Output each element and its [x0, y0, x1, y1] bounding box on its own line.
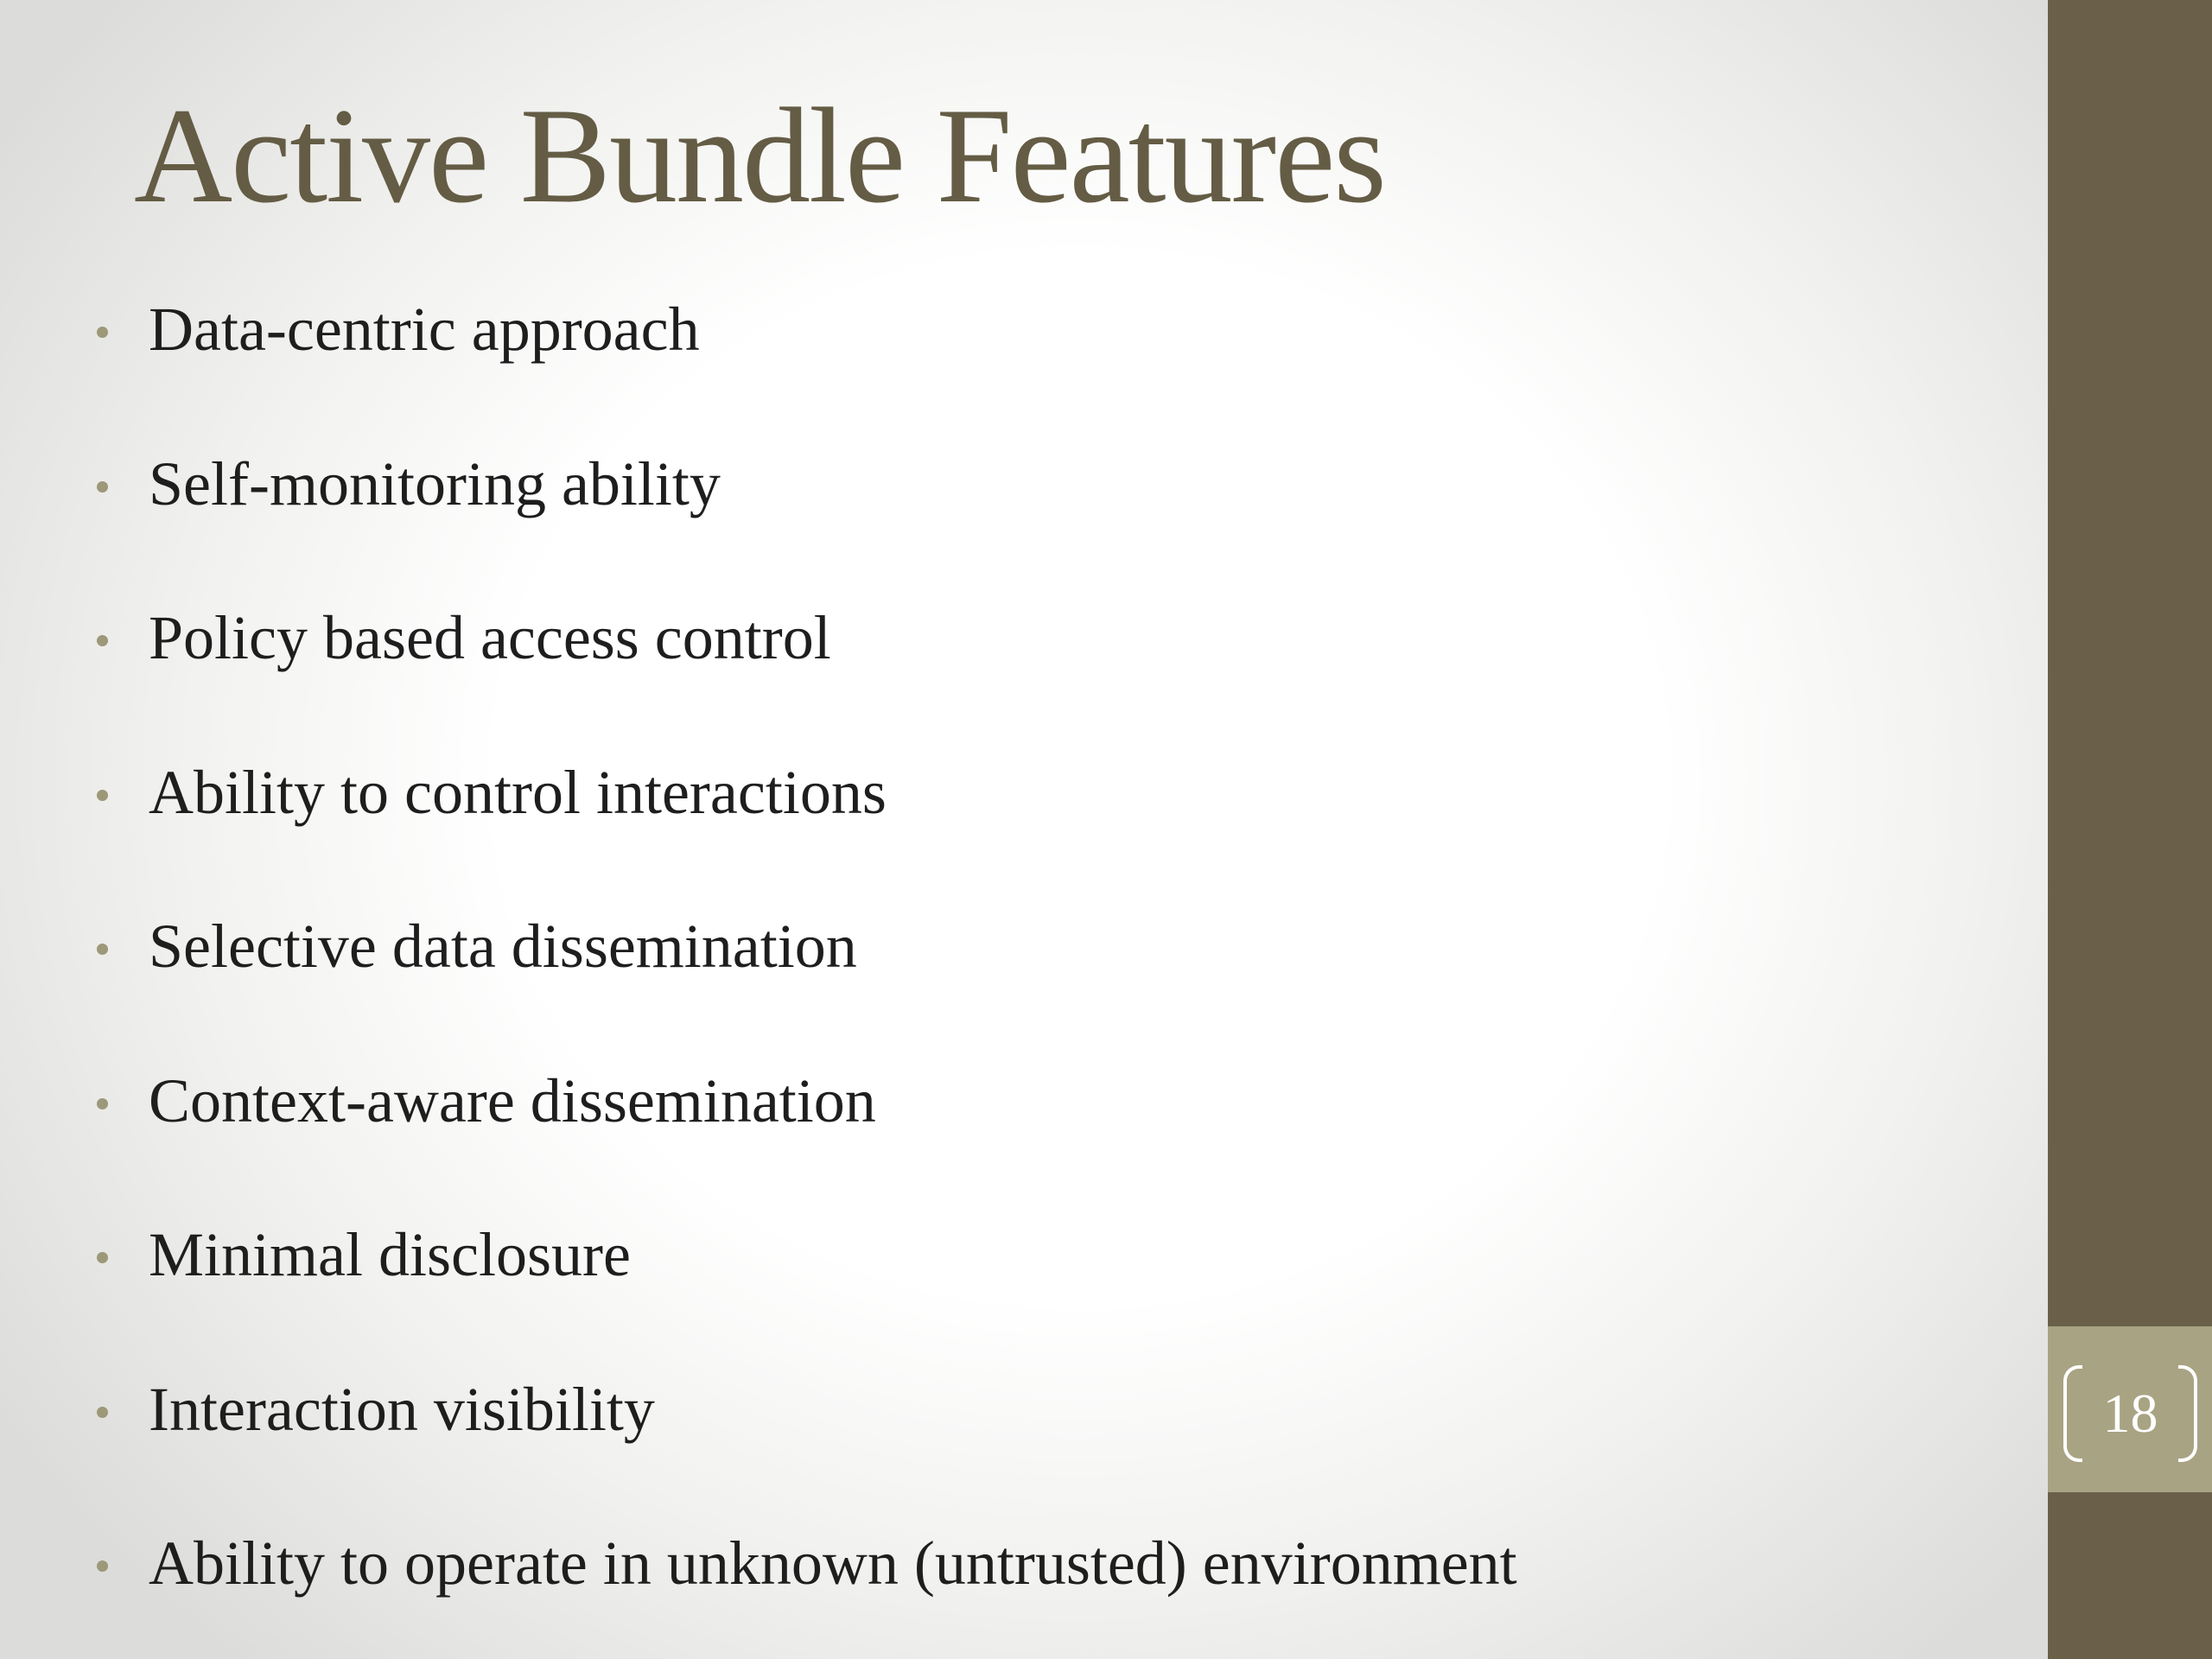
- page-number-box: [2063, 1365, 2197, 1462]
- bullet-text: Self-monitoring ability: [149, 448, 721, 518]
- bullet-text: Context-aware dissemination: [149, 1065, 876, 1135]
- bullet-icon: [97, 1252, 108, 1263]
- bullet-text: Interaction visibility: [149, 1374, 655, 1444]
- left-bracket-icon: [2063, 1365, 2082, 1462]
- page-number: 18: [2102, 1382, 2158, 1444]
- bullet-text: Policy based access control: [149, 603, 831, 672]
- bullet-text: Selective data dissemination: [149, 912, 857, 981]
- bullet-text: Ability to control interactions: [149, 757, 887, 827]
- right-bracket-icon: [2178, 1365, 2197, 1462]
- bullet-text: Minimal disclosure: [149, 1220, 631, 1289]
- bullet-icon: [97, 1560, 108, 1572]
- bullet-text: Data-centric approach: [149, 295, 700, 364]
- bullet-icon: [97, 944, 108, 955]
- bullet-icon: [97, 790, 108, 801]
- bullet-icon: [97, 1407, 108, 1418]
- bullet-icon: [97, 635, 108, 646]
- slide-title: Active Bundle Features: [134, 80, 1385, 232]
- bullet-icon: [97, 327, 108, 338]
- bullet-icon: [97, 1098, 108, 1109]
- bullet-text: Ability to operate in unknown (untrusted) environment: [149, 1529, 1517, 1598]
- bullet-icon: [97, 481, 108, 493]
